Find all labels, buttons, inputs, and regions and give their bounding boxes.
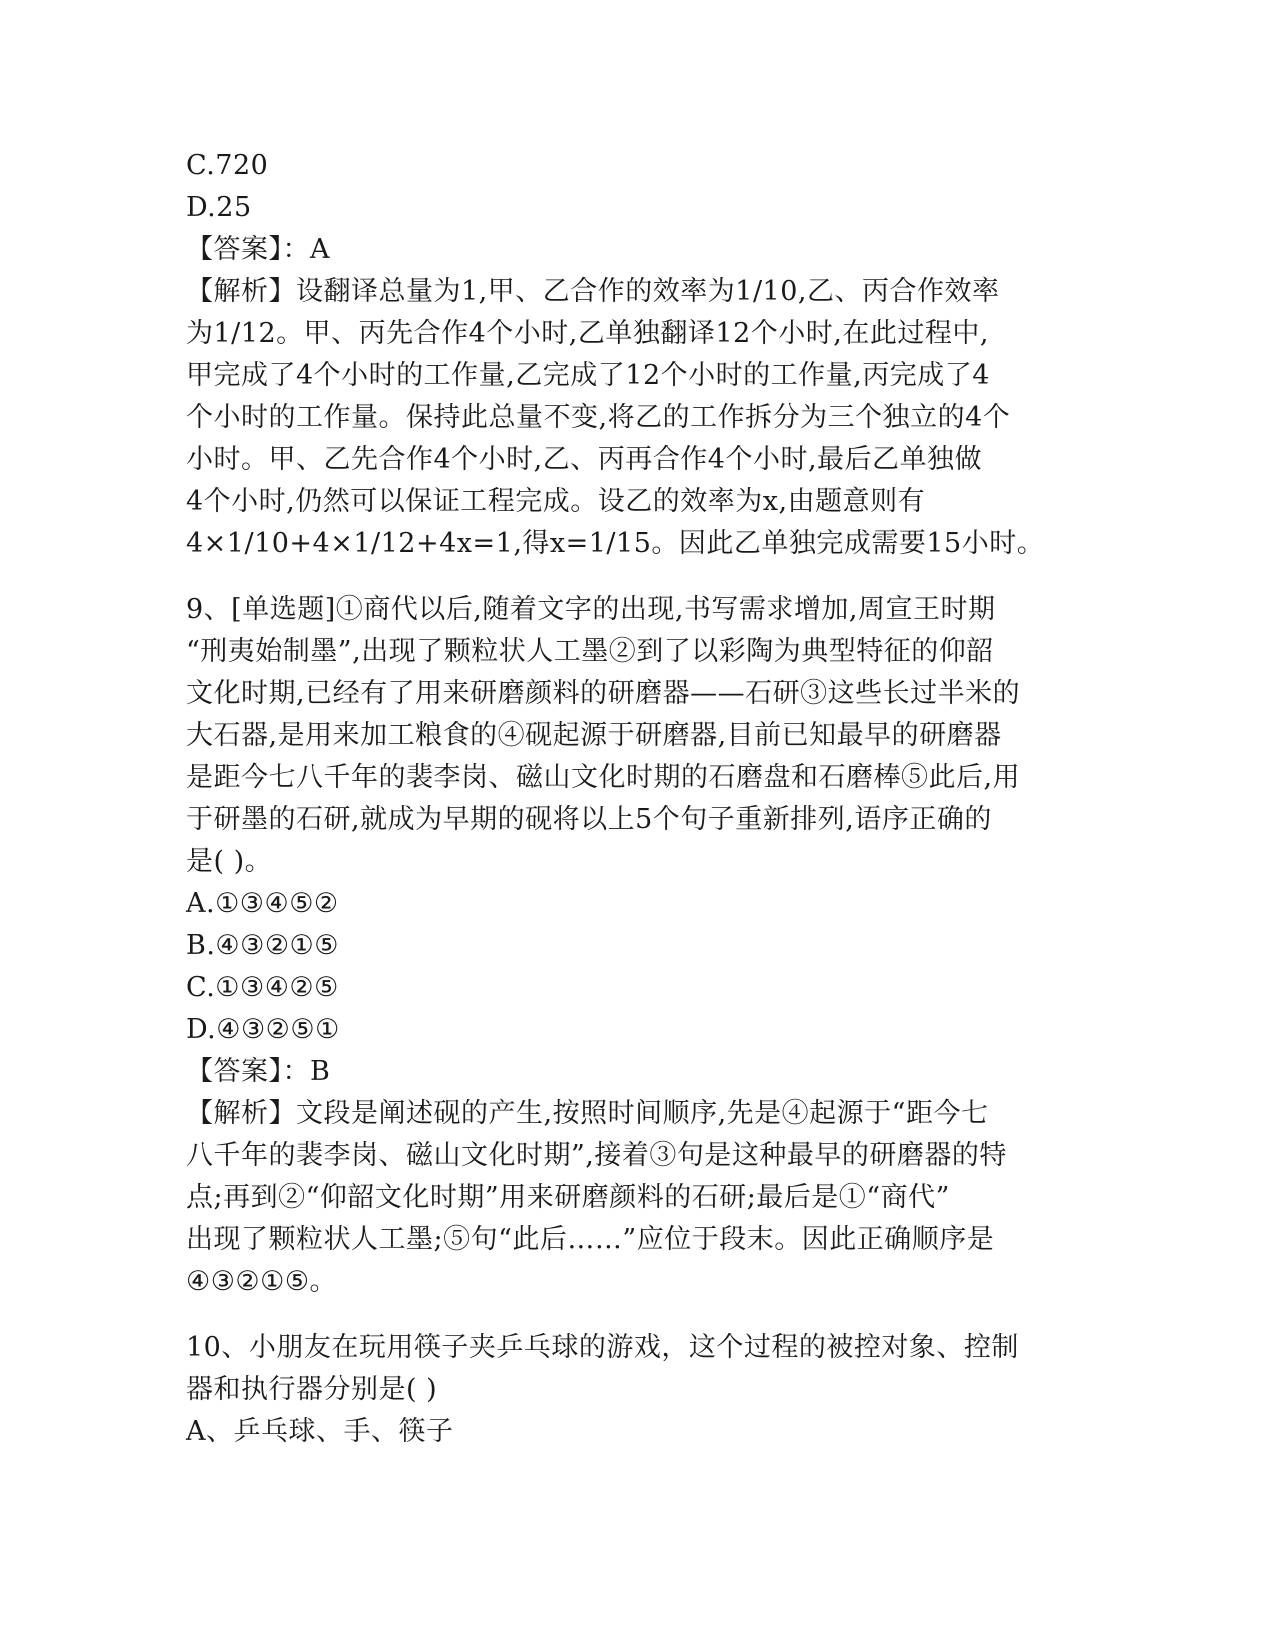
answer: 【答案】：B (186, 1056, 331, 1087)
spacer (186, 565, 1076, 589)
analysis-line: 4个小时,仍然可以保证工程完成。设乙的效率为x,由题意则有 (186, 486, 926, 517)
analysis-line: 小时。甲、乙先合作4个小时,乙、丙再合作4个小时,最后乙单独做 (186, 444, 983, 475)
question-stem (186, 589, 1076, 883)
option-c: C.720 (186, 150, 269, 181)
stem-line: 于研墨的石研,就成为早期的砚将以上5个句子重新排列,语序正确的 (186, 804, 992, 835)
option-b: B.④③②①⑤ (186, 930, 339, 961)
option-d: D.④③②⑤① (186, 1014, 340, 1045)
spacer (186, 1303, 1076, 1327)
stem-line: 大石器,是用来加工粮食的④砚起源于研磨器,目前已知最早的研磨器 (186, 720, 1002, 751)
stem-line: “刑夷始制墨”,出现了颗粒状人工墨②到了以彩陶为典型特征的仰韶 (186, 636, 994, 667)
analysis-line: 【解析】文段是阐述砚的产生,按照时间顺序,先是④起源于“距今七 (186, 1098, 989, 1129)
analysis-line: 个小时的工作量。保持此总量不变,将乙的工作拆分为三个独立的4个 (186, 402, 1011, 433)
analysis-line: 4×1/10+4×1/12+4x=1,得x=1/15。因此乙单独完成需要15小时。 (186, 528, 1045, 559)
option-d: D.25 (186, 192, 252, 223)
prev-question (186, 145, 1076, 565)
stem-line: 文化时期,已经有了用来研磨颜料的研磨器——石研③这些长过半米的 (186, 678, 1021, 709)
option-c: C.①③④②⑤ (186, 972, 339, 1003)
analysis (186, 1093, 1076, 1303)
analysis-line: ④③②①⑤。 (186, 1266, 338, 1297)
stem-line: 是距今七八千年的裴李岗、磁山文化时期的石磨盘和石磨棒⑤此后,用 (186, 762, 1021, 793)
analysis-line: 八千年的裴李岗、磁山文化时期”,接着③句是这种最早的研磨器的特 (186, 1140, 1007, 1171)
document-content (186, 145, 1076, 1453)
analysis-line: 甲完成了4个小时的工作量,乙完成了12个小时的工作量,丙完成了4 (186, 360, 990, 391)
stem-line: 器和执行器分别是( ) (186, 1374, 438, 1405)
analysis (186, 271, 1076, 565)
stem-line: 10、小朋友在玩用筷子夹乒乓球的游戏，这个过程的被控对象、控制 (186, 1332, 1019, 1363)
question-10 (186, 1327, 1076, 1453)
question-stem (186, 1327, 1076, 1411)
option-a: A、乒乓球、手、筷子 (186, 1416, 454, 1447)
stem-line: 9、[单选题]①商代以后,随着文字的出现,书写需求增加,周宣王时期 (186, 594, 996, 625)
analysis-line: 点;再到②“仰韶文化时期”用来研磨颜料的石研;最后是①“商代” (186, 1182, 950, 1213)
question-9 (186, 589, 1076, 1303)
answer: 【答案】：A (186, 234, 330, 265)
option-a: A.①③④⑤② (186, 888, 339, 919)
stem-line: 是( )。 (186, 846, 273, 877)
analysis-line: 出现了颗粒状人工墨;⑤句“此后……”应位于段末。因此正确顺序是 (186, 1224, 995, 1255)
analysis-line: 【解析】设翻译总量为1,甲、乙合作的效率为1/10,乙、丙合作效率 (186, 276, 1000, 307)
analysis-line: 为1/12。甲、丙先合作4个小时,乙单独翻译12个小时,在此过程中, (186, 318, 989, 349)
